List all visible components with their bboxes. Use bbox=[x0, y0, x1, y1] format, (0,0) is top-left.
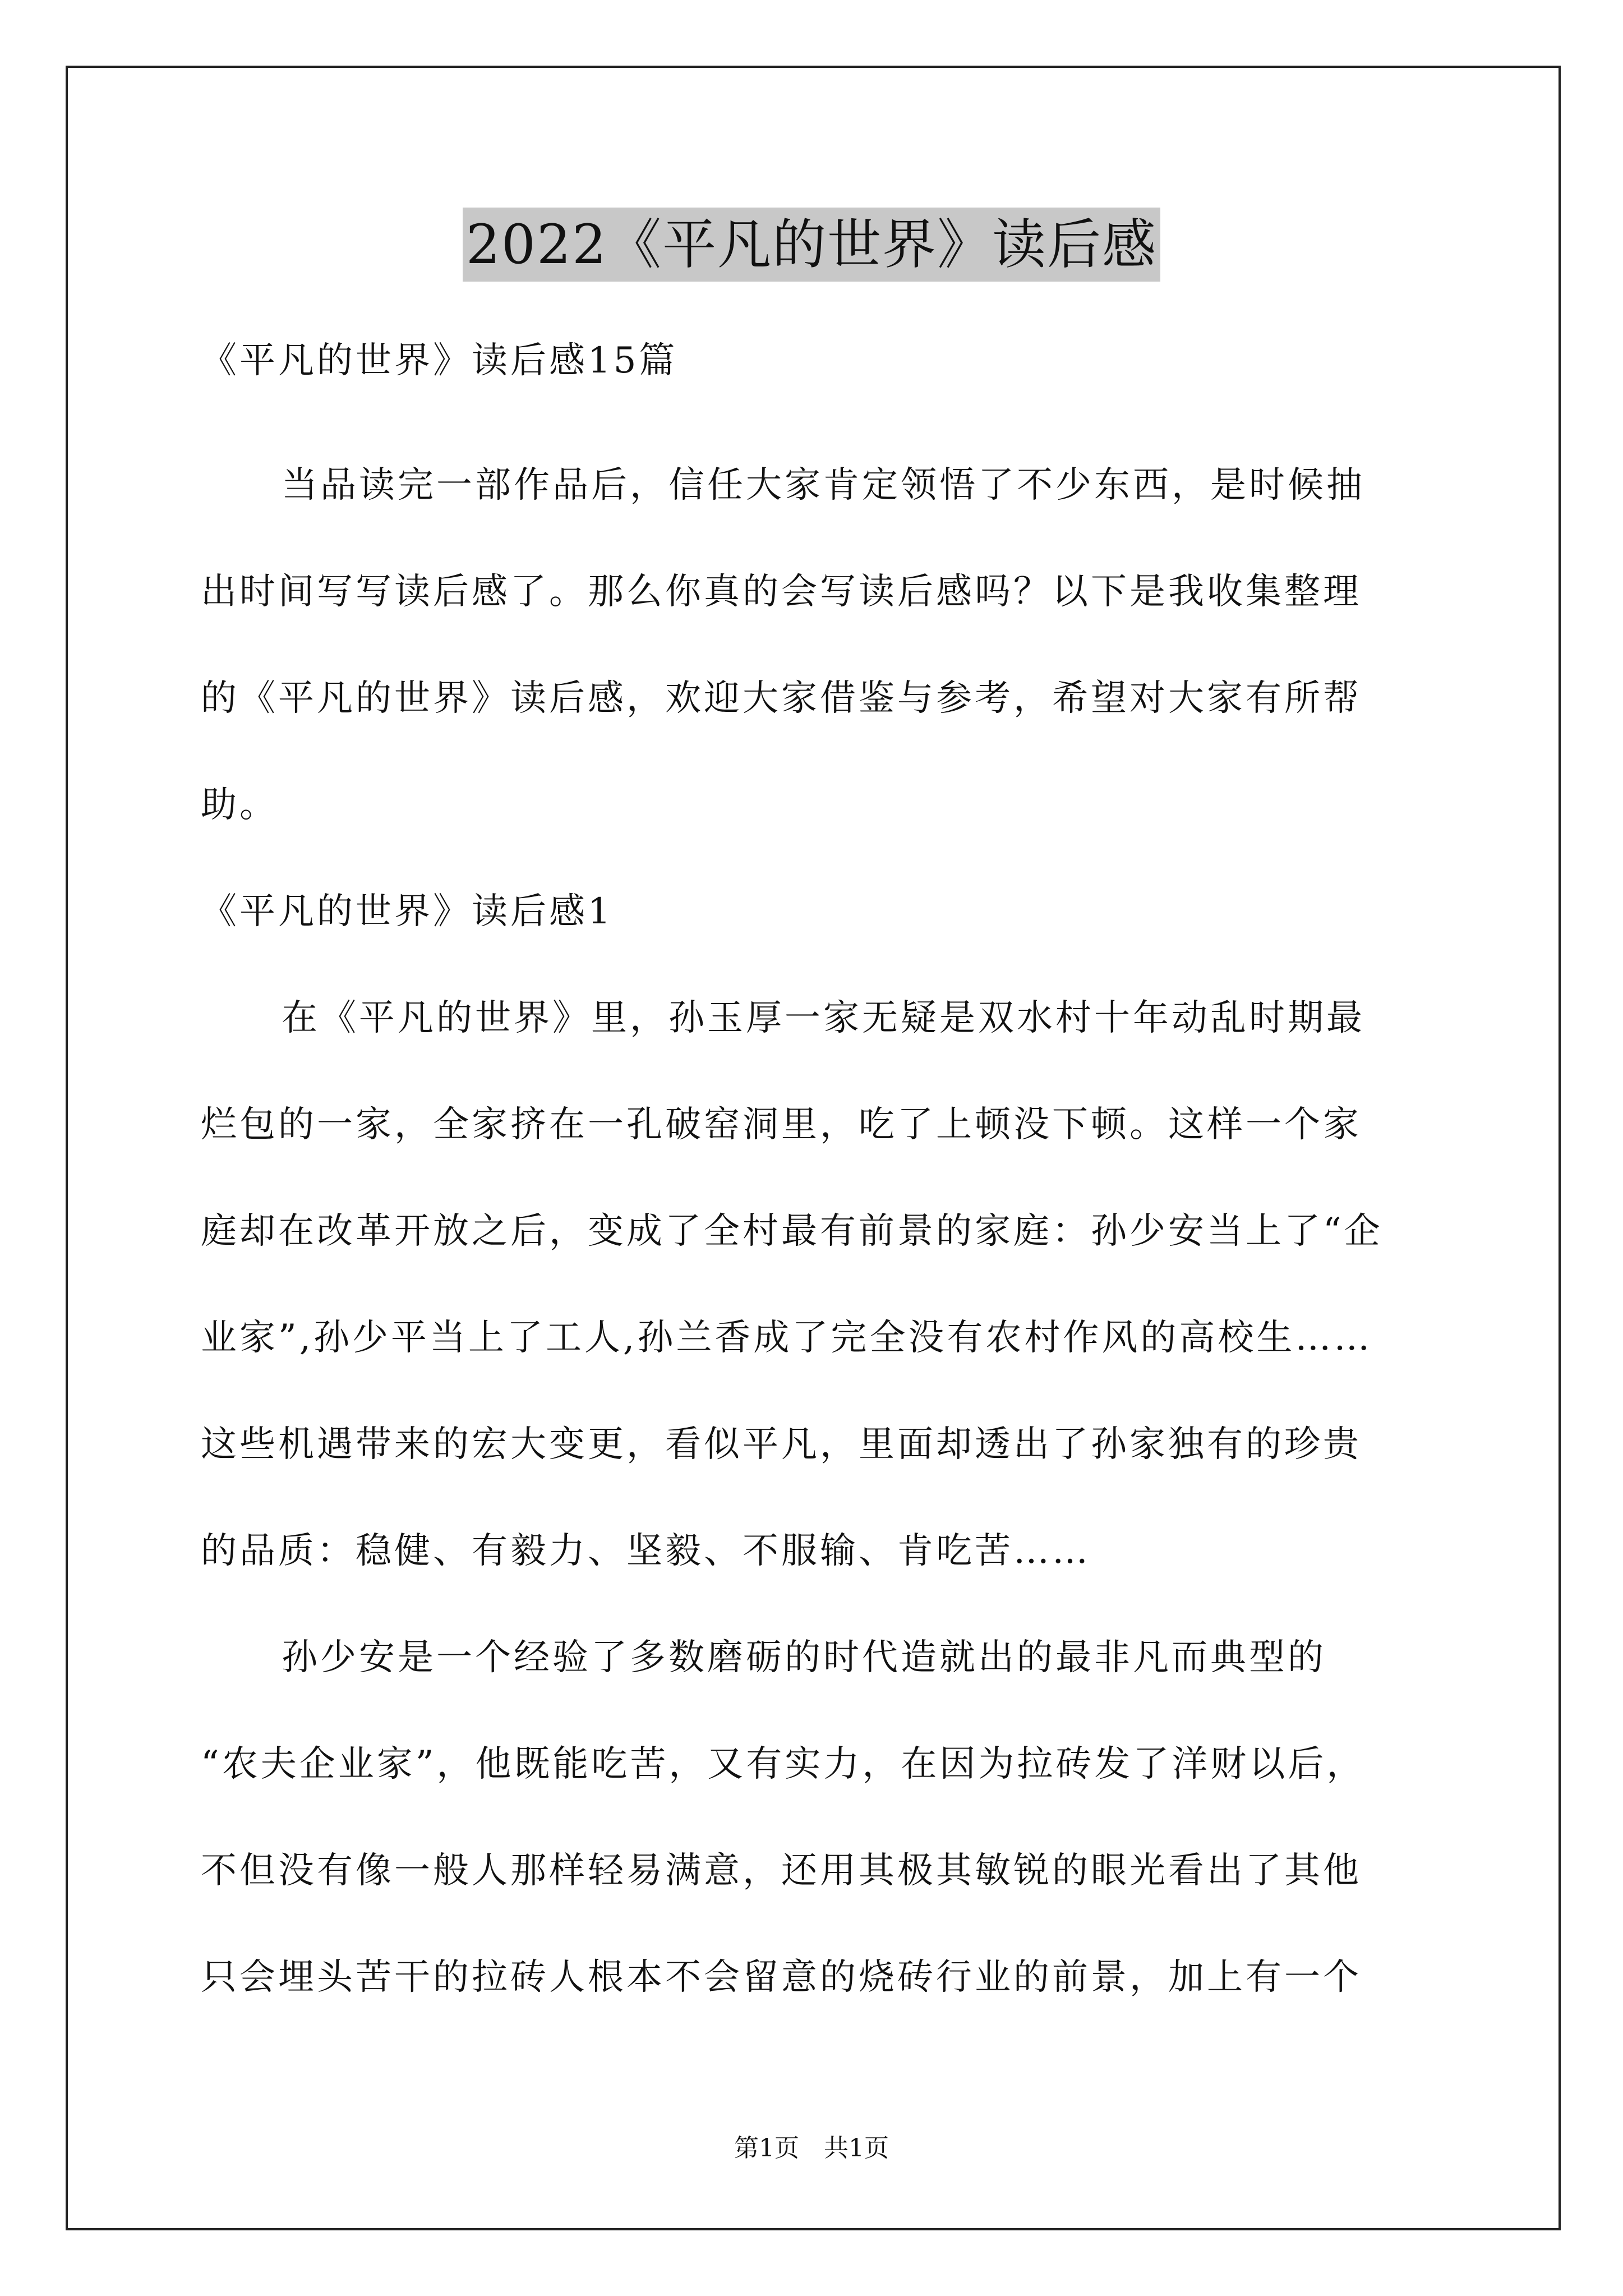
body-line-5: 这些机遇带来的宏大变更，看似平凡，里面却透出了孙家独有的珍贵 bbox=[201, 1424, 1362, 1465]
intro-line-3: 的《平凡的世界》读后感，欢迎大家借鉴与参考，希望对大家有所帮 bbox=[201, 678, 1362, 719]
document-subtitle: 《平凡的世界》读后感15篇 bbox=[201, 340, 678, 381]
body-line-10: 只会埋头苦干的拉砖人根本不会留意的烧砖行业的前景，加上有一个 bbox=[201, 1957, 1362, 1998]
body-line-7: 孙少安是一个经验了多数磨砺的时代造就出的最非凡而典型的 bbox=[282, 1637, 1326, 1678]
body-line-9: 不但没有像一般人那样轻易满意，还用其极其敏锐的眼光看出了其他 bbox=[201, 1850, 1362, 1892]
body-line-1: 在《平凡的世界》里，孙玉厚一家无疑是双水村十年动乱时期最 bbox=[282, 997, 1365, 1039]
body-line-8: “农夫企业家”，他既能吃苦，又有实力，在因为拉砖发了洋财以后， bbox=[201, 1743, 1366, 1785]
body-line-4: 业家”,孙少平当上了工人,孙兰香成了完全没有农村作风的高校生…… bbox=[201, 1317, 1373, 1359]
document-title: 2022《平凡的世界》读后感 bbox=[463, 208, 1160, 282]
section-heading: 《平凡的世界》读后感1 bbox=[201, 891, 614, 932]
intro-line-4: 助。 bbox=[201, 784, 278, 826]
intro-line-1: 当品读完一部作品后，信任大家肯定领悟了不少东西，是时候抽 bbox=[282, 464, 1365, 506]
body-line-6: 的品质：稳健、有毅力、坚毅、不服输、肯吃苦…… bbox=[201, 1530, 1091, 1572]
title-container bbox=[0, 208, 1623, 282]
page-footer: 第1页 共1页 bbox=[734, 2134, 889, 2162]
body-line-3: 庭却在改革开放之后，变成了全村最有前景的家庭：孙少安当上了“企 bbox=[201, 1211, 1383, 1252]
intro-line-2: 出时间写写读后感了。那么你真的会写读后感吗？以下是我收集整理 bbox=[201, 571, 1362, 613]
body-line-2: 烂包的一家，全家挤在一孔破窑洞里，吃了上顿没下顿。这样一个家 bbox=[201, 1104, 1362, 1145]
